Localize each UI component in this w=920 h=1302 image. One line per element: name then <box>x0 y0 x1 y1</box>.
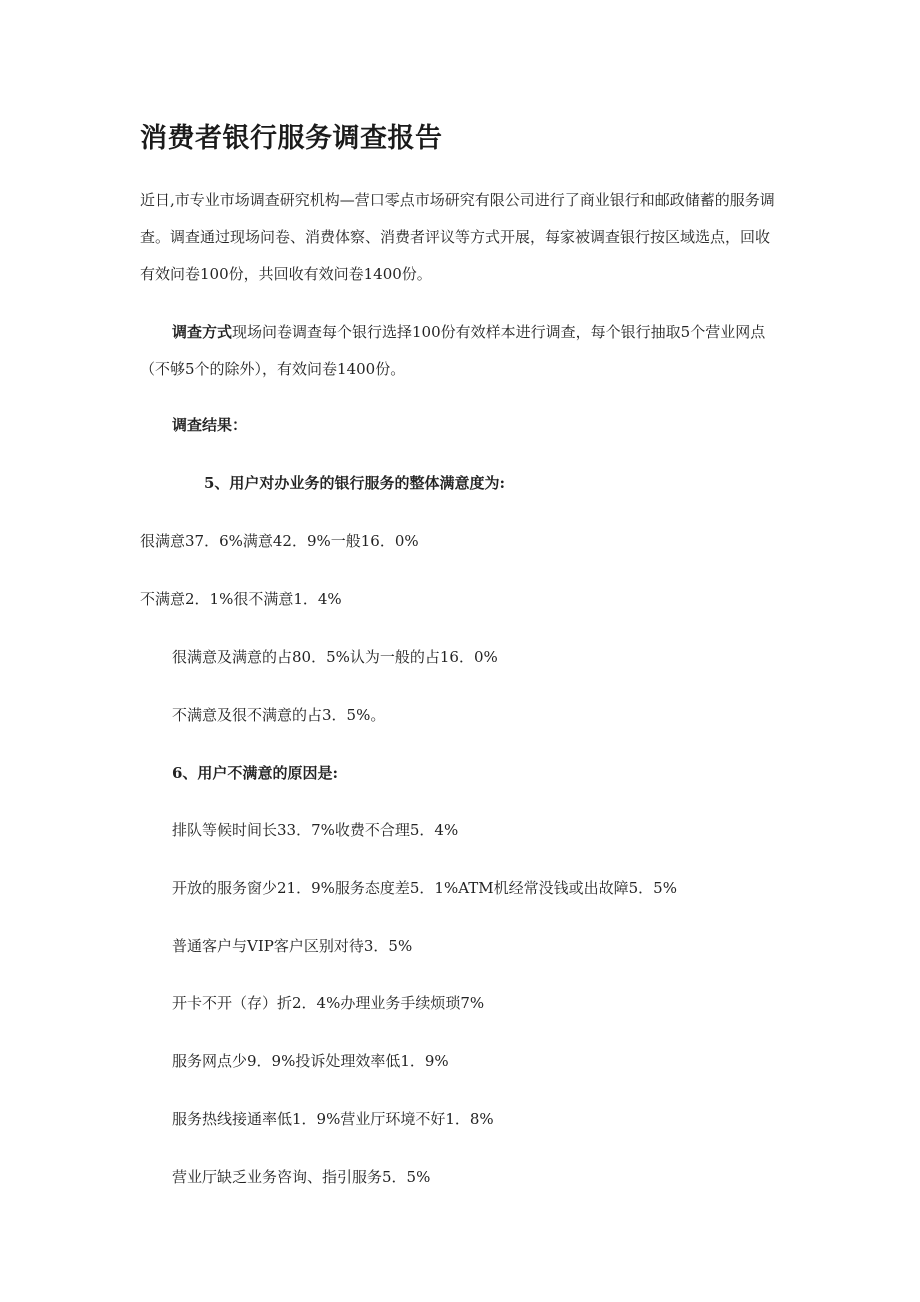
document-title: 消费者银行服务调查报告 <box>140 123 443 154</box>
method-paragraph <box>140 314 780 388</box>
section5-line: 不满意及很不满意的占3．5%。 <box>172 706 386 724</box>
section6-line: 服务热线接通率低1．9%营业厅环境不好1．8% <box>172 1110 494 1128</box>
section6-line: 营业厅缺乏业务咨询、指引服务5．5% <box>172 1168 431 1186</box>
intro-paragraph: 近日,市专业市场调查研究机构—营口零点市场研究有限公司进行了商业银行和邮政储蓄的服务调查。调查通过现场问卷、消费体察、消费者评议等方式开展，每家被调查银行按区域选点，回收有效问卷100份，共回收有效问卷1400份。 <box>140 191 775 283</box>
section6-line: 开卡不开（存）折2．4%办理业务手续烦琐7% <box>172 994 485 1012</box>
section6-line: 排队等候时间长33．7%收费不合理5．4% <box>172 821 459 839</box>
section6-line: 开放的服务窗少21．9%服务态度差5．1%ATM机经常没钱或出故障5．5% <box>172 879 677 897</box>
section5-line: 不满意2．1%很不满意1．4% <box>140 590 342 608</box>
section5-line: 很满意37．6%满意42．9%一般16．0% <box>140 532 419 550</box>
section6-heading: 6、用户不满意的原因是: <box>172 764 338 782</box>
section6-line: 服务网点少9．9%投诉处理效率低1．9% <box>172 1052 449 1070</box>
method-label: 调查方式 <box>172 323 233 341</box>
section5-heading: 5、用户对办业务的银行服务的整体满意度为: <box>204 474 505 492</box>
section5-line: 很满意及满意的占80．5%认为一般的占16．0% <box>172 648 498 666</box>
method-text: 现场问卷调查每个银行选择100份有效样本进行调查，每个银行抽取5个营业网点（不够5个的除外），有效问卷1400份。 <box>140 323 766 378</box>
section6-line: 普通客户与VIP客户区别对待3．5% <box>172 937 413 955</box>
results-heading: 调查结果： <box>172 416 248 434</box>
